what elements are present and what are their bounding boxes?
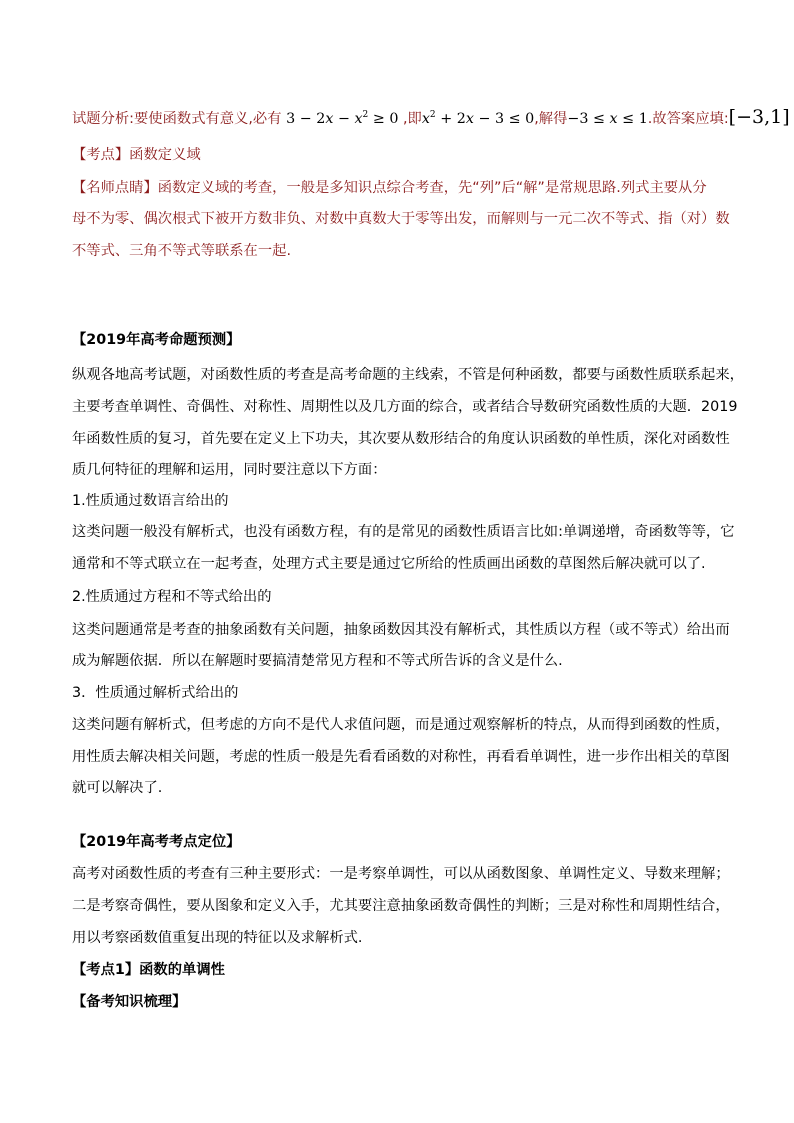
inequality-1: $3 - 2x - x^2 \ge 0$ (286, 110, 399, 127)
analysis-mid-1: ,即 (403, 111, 422, 127)
item2-title: 2.性质通过方程和不等式给出的 (72, 589, 272, 605)
item1-title: 1.性质通过数语言给出的 (72, 493, 229, 509)
inequality-2: $x^2 + 2x - 3 \le 0$ (421, 110, 535, 127)
analysis-mid-2: ,解得 (534, 111, 568, 127)
analysis-lead: 试题分析:要使函数式有意义,必有 (72, 111, 282, 127)
answer-interval: [−3,1] (728, 106, 790, 128)
item3-text-2: 用性质去解决相关问题，考虑的性质一般是先看看函数的对称性，再看看单调性，进一步作出相关的草图 (72, 749, 730, 765)
mingshi-line-1: 【名师点睛】函数定义域的考查，一般是多知识点综合考查，先“列”后“解”是常规思路.列式主要从分 (72, 180, 707, 196)
item1-text-2: 通常和不等式联立在一起考查，处理方式主要是通过它所给的性质画出函数的草图然后解决就可以了. (72, 556, 706, 572)
predict-intro-4: 质几何特征的理解和运用，同时要注意以下方面： (72, 462, 387, 478)
item2-text-1: 这类问题通常是考查的抽象函数有关问题，抽象函数因其没有解析式，其性质以方程（或不等式）给出而 (72, 622, 730, 638)
item3-title: 3．性质通过解析式给出的 (72, 685, 239, 701)
locate-text-1: 高考对函数性质的考查有三种主要形式：一是考察单调性，可以从函数图象、单调性定义、导数来理解； (72, 866, 730, 882)
mingshi-line-2: 母不为零、偶次根式下被开方数非负、对数中真数大于零等出发，而解则与一元二次不等式、指（对）数 (72, 211, 730, 227)
item1-text-1: 这类问题一般没有解析式，也没有函数方程，有的是常见的函数性质语言比如:单调递增，奇函数等等，它 (72, 524, 735, 540)
predict-intro-2: 主要考查单调性、奇偶性、对称性、周期性以及几方面的综合，或者结合导数研究函数性质的大题．2019 (72, 399, 738, 415)
item2-text-2: 成为解题依据．所以在解题时要搞清楚常见方程和不等式所告诉的含义是什么. (72, 653, 563, 669)
locate-text-3: 用以考察函数值重复出现的特征以及求解析式. (72, 930, 363, 946)
predict-intro-1: 纵观各地高考试题，对函数性质的考查是高考命题的主线索，不管是何种函数，都要与函数性质联系起来， (72, 367, 744, 383)
item3-text-3: 就可以解决了. (72, 780, 163, 796)
beikao-heading: 【备考知识梳理】 (72, 994, 187, 1010)
analysis-line (72, 107, 790, 129)
kaodian1-heading: 【考点1】函数的单调性 (72, 962, 225, 978)
analysis-tail: .故答案应填: (647, 111, 729, 127)
locate-text-2: 二是考察奇偶性，要从图象和定义入手，尤其要注意抽象函数奇偶性的判断；三是对称性和周期性结合， (72, 898, 730, 914)
mingshi-line-3: 不等式、三角不等式等联系在一起. (72, 243, 291, 259)
locate-heading: 【2019年高考考点定位】 (72, 834, 241, 850)
predict-heading: 【2019年高考命题预测】 (72, 332, 241, 348)
item3-text-1: 这类问题有解析式，但考虑的方向不是代人求值问题，而是通过观察解析的特点，从而得到函数的性质， (72, 717, 730, 733)
inequality-3: −3 ≤ x ≤ 1 (567, 111, 648, 127)
predict-intro-3: 年函数性质的复习，首先要在定义上下功夫，其次要从数形结合的角度认识函数的单性质，深化对函数性 (72, 431, 730, 447)
kaodian-line: 【考点】函数定义域 (72, 147, 201, 163)
